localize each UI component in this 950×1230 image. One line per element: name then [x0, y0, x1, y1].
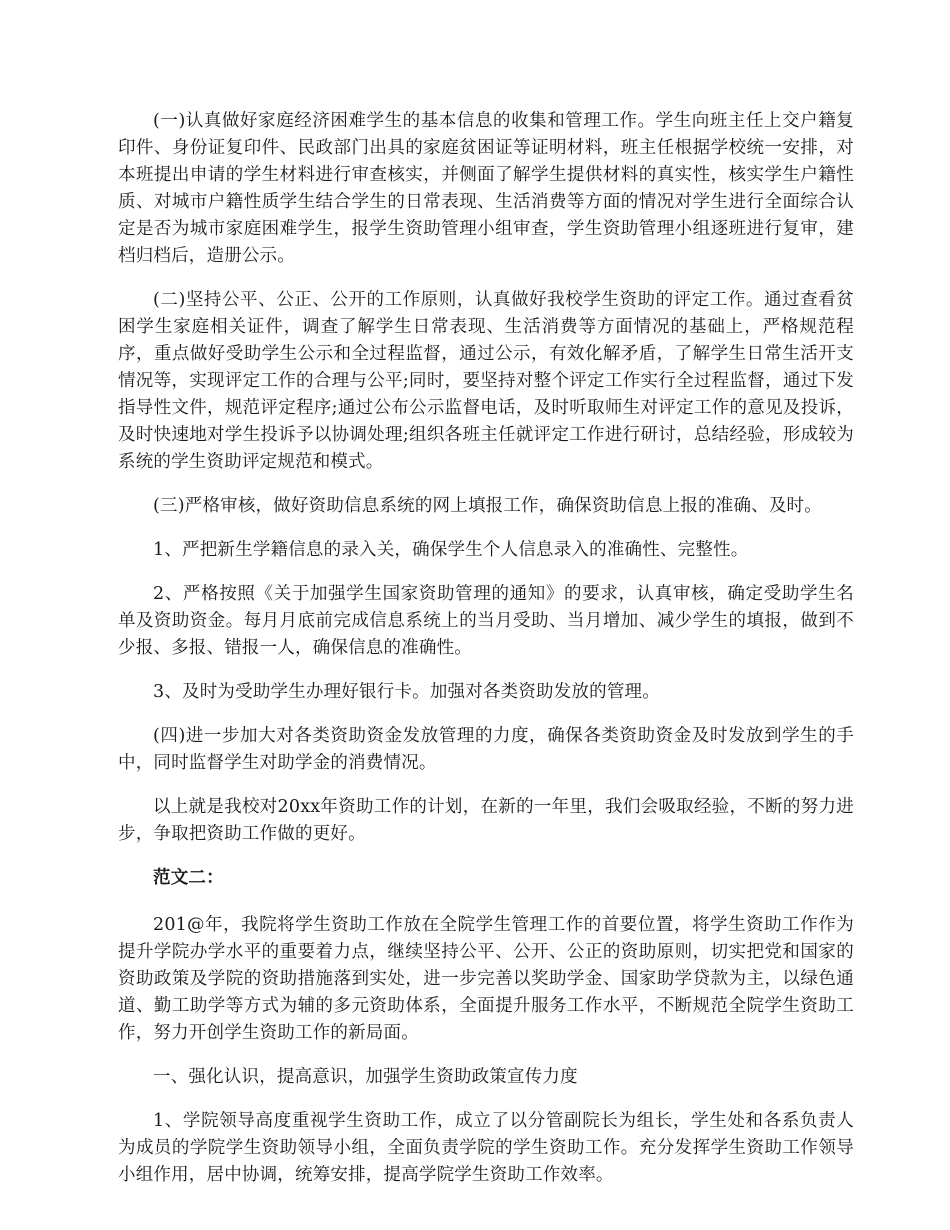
paragraph-11: 1、学院领导高度重视学生资助工作，成立了以分管副院长为组长，学生处和各系负责人为成员的学院学生资助领导小组，全面负责学院的学生资助工作。充分发挥学生资助工作领导小组作用，居中协调，统筹安排，提高学院学生资助工作效率。 [118, 1111, 854, 1185]
paragraph-4: 1、严把新生学籍信息的录入关，确保学生个人信息录入的准确性、完整性。 [153, 540, 749, 560]
document-body [118, 108, 854, 1206]
paragraph-9: 201@年，我院将学生资助工作放在全院学生管理工作的首要位置，将学生资助工作作为提升学院办学水平的重要着力点，继续坚持公平、公开、公正的资助原则，切实把党和国家的资助政策及学院的资助措施落到实处，进一步完善以奖助学金、国家助学贷款为主，以绿色通道、勤工助学等方式为辅的多元资助体系，全面提升服务工作水平，不断规范全院学生资助工作，努力开创学生资助工作的新局面。 [118, 915, 854, 1043]
section-heading: 范文二： [153, 868, 224, 888]
paragraph-6: 3、及时为受助学生办理好银行卡。加强对各类资助发放的管理。 [153, 682, 660, 702]
paragraph-1: (一)认真做好家庭经济困难学生的基本信息的收集和管理工作。学生向班主任上交户籍复印件、身份证复印件、民政部门出具的家庭贫困证等证明材料，班主任根据学校统一安排，对本班提出申请的学生材料进行审查核实，并侧面了解学生提供材料的真实性，核实学生户籍性质、对城市户籍性质学生结合学生的日常表现、生活消费等方面的情况对学生进行全面综合认定是否为城市家庭困难学生，报学生资助管理小组审查，学生资助管理小组逐班进行复审，建档归档后，造册公示。 [118, 111, 854, 266]
paragraph-10: 一、强化认识，提高意识，加强学生资助政策宣传力度 [153, 1067, 578, 1087]
paragraph-3: (三)严格审核，做好资助信息系统的网上填报工作，确保资助信息上报的准确、及时。 [153, 496, 822, 516]
paragraph-5: 2、严格按照《关于加强学生国家资助管理的通知》的要求，认真审核，确定受助学生名单及资助资金。每月月底前完成信息系统上的当月受助、当月增加、减少学生的填报，做到不少报、多报、错报一人，确保信息的准确性。 [118, 584, 854, 658]
paragraph-7: (四)进一步加大对各类资助资金发放管理的力度，确保各类资助资金及时发放到学生的手中，同时监督学生对助学金的消费情况。 [118, 726, 854, 773]
paragraph-2: (二)坚持公平、公正、公开的工作原则，认真做好我校学生资助的评定工作。通过查看贫困学生家庭相关证件，调查了解学生日常表现、生活消费等方面情况的基础上，严格规范程序，重点做好受助学生公示和全过程监督，通过公示，有效化解矛盾，了解学生日常生活开支情况等，实现评定工作的合理与公平;同时，要坚持对整个评定工作实行全过程监督，通过下发指导性文件，规范评定程序;通过公布公示监督电话，及时听取师生对评定工作的意见及投诉，及时快速地对学生投诉予以协调处理;组织各班主任就评定工作进行研讨，总结经验，形成较为系统的学生资助评定规范和模式。 [118, 290, 854, 472]
paragraph-8: 以上就是我校对20xx年资助工作的计划，在新的一年里，我们会吸取经验，不断的努力进步，争取把资助工作做的更好。 [118, 797, 854, 844]
